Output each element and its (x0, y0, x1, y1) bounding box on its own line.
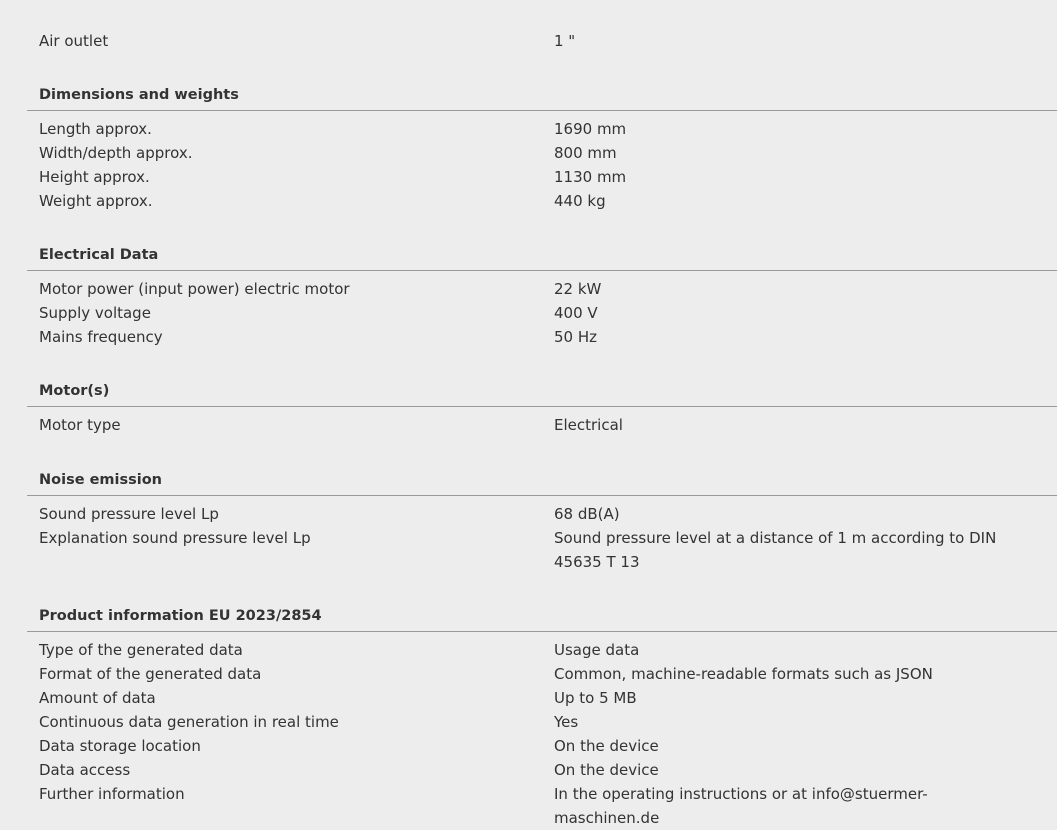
section-heading: Electrical Data (27, 234, 1057, 271)
spec-row (27, 117, 1057, 141)
spec-label: Sound pressure level Lp (39, 505, 219, 523)
spec-row-air-outlet (27, 29, 1032, 53)
spec-value: On the device (554, 737, 659, 755)
spec-row (27, 165, 1057, 189)
spec-row (27, 734, 1057, 758)
spec-value: 1130 mm (554, 168, 627, 186)
spec-value: Usage data (554, 641, 640, 659)
spec-label: Air outlet (39, 32, 109, 50)
spec-value: Electrical (554, 416, 623, 434)
spec-label: Mains frequency (39, 328, 163, 346)
spec-row (27, 141, 1057, 165)
section-heading: Noise emission (27, 459, 1057, 496)
spec-row (27, 277, 1057, 301)
spec-row (27, 526, 1057, 574)
spec-label: Continuous data generation in real time (39, 713, 339, 731)
spec-value: Yes (554, 713, 579, 731)
spec-value: 440 kg (554, 192, 606, 210)
section-motors (27, 370, 1057, 437)
spec-row (27, 662, 1057, 686)
spec-value: On the device (554, 761, 659, 779)
section-heading: Dimensions and weights (27, 74, 1057, 111)
spec-label: Format of the generated data (39, 665, 262, 683)
spec-row (27, 758, 1057, 782)
spec-value: In the operating instructions or at info@stuermer-maschinen.de (554, 785, 928, 827)
spec-value: 22 kW (554, 280, 602, 298)
spec-row (27, 413, 1057, 437)
spec-value: Up to 5 MB (554, 689, 637, 707)
spec-label: Further information (39, 785, 185, 803)
spec-label: Height approx. (39, 168, 150, 186)
spec-value: 50 Hz (554, 328, 598, 346)
spec-row (27, 782, 1057, 827)
spec-value: 1 " (554, 32, 576, 50)
spec-value: 800 mm (554, 144, 617, 162)
spec-row (27, 301, 1057, 325)
section-electrical-data (27, 234, 1057, 349)
spec-value: 400 V (554, 304, 598, 322)
spec-label: Amount of data (39, 689, 156, 707)
spec-row (27, 189, 1057, 213)
spec-label: Data storage location (39, 737, 201, 755)
spec-row (27, 710, 1057, 734)
spec-label: Explanation sound pressure level Lp (39, 529, 311, 547)
spec-value: 68 dB(A) (554, 505, 620, 523)
section-heading: Motor(s) (27, 370, 1057, 407)
spec-value: Common, machine-readable formats such as JSON (554, 665, 933, 683)
spec-label: Type of the generated data (39, 641, 243, 659)
section-noise-emission (27, 459, 1057, 574)
spec-label: Data access (39, 761, 131, 779)
spec-value: Sound pressure level at a distance of 1 m according to DIN 45635 T 13 (554, 529, 997, 571)
spec-label: Supply voltage (39, 304, 151, 322)
spec-label: Motor type (39, 416, 121, 434)
spec-label: Length approx. (39, 120, 152, 138)
spec-value: 1690 mm (554, 120, 627, 138)
spec-label: Weight approx. (39, 192, 153, 210)
spec-row (27, 325, 1057, 349)
spec-label: Width/depth approx. (39, 144, 193, 162)
spec-row (27, 638, 1057, 662)
section-dimensions (27, 74, 1057, 213)
spec-row (27, 686, 1057, 710)
spec-label: Motor power (input power) electric motor (39, 280, 350, 298)
section-heading: Product information EU 2023/2854 (27, 595, 1057, 632)
section-product-information (27, 595, 1057, 827)
spec-row (27, 502, 1057, 526)
